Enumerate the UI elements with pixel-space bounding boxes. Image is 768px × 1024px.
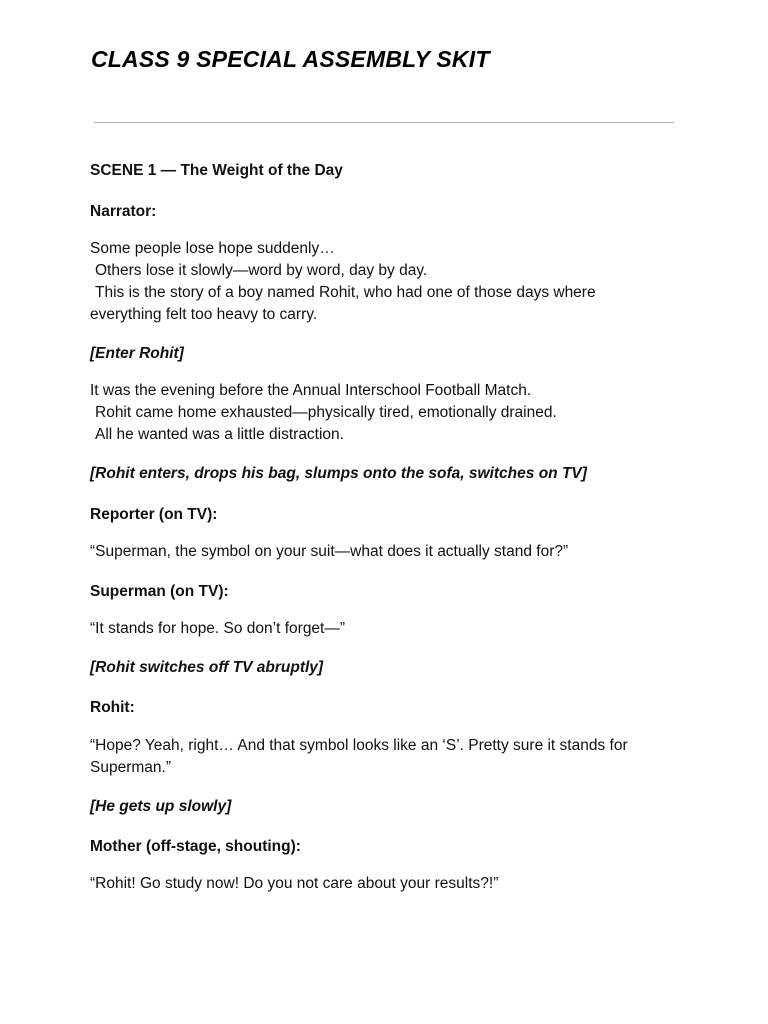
narrator-label: Narrator: [90, 203, 157, 220]
superman-label: Superman (on TV): [90, 583, 229, 600]
stage-direction-switches-off: [Rohit switches off TV abruptly] [90, 659, 324, 676]
rohit-label: Rohit: [90, 699, 135, 716]
stage-direction-enter-rohit: [Enter Rohit] [90, 345, 184, 362]
mother-line: “Rohit! Go study now! Do you not care about your results?!” [90, 875, 499, 892]
stage-direction-rohit-enters: [Rohit enters, drops his bag, slumps onto the sofa, switches on TV] [90, 465, 587, 482]
narration-line: All he wanted was a little distraction. [95, 426, 344, 443]
narration-line: It was the evening before the Annual Interschool Football Match. [90, 382, 532, 399]
reporter-line: “Superman, the symbol on your suit—what does it actually stand for?” [90, 543, 569, 560]
narration-line: Rohit came home exhausted—physically tired, emotionally drained. [95, 404, 557, 421]
superman-line: “It stands for hope. So don’t forget—” [90, 620, 346, 637]
horizontal-divider [94, 122, 674, 123]
rohit-line: Superman.” [90, 759, 171, 776]
narrator-speech [90, 238, 680, 326]
stage-direction-gets-up: [He gets up slowly] [90, 798, 232, 815]
narration-evening [90, 380, 680, 446]
narrator-line: Others lose it slowly—word by word, day by day. [95, 262, 428, 279]
rohit-line: “Hope? Yeah, right… And that symbol looks like an ‘S’. Pretty sure it stands for [90, 737, 628, 754]
narrator-line: everything felt too heavy to carry. [90, 306, 318, 323]
narrator-line: This is the story of a boy named Rohit, who had one of those days where [95, 284, 596, 301]
reporter-label: Reporter (on TV): [90, 506, 218, 523]
narrator-line: Some people lose hope suddenly… [90, 240, 335, 257]
mother-label: Mother (off-stage, shouting): [90, 838, 301, 855]
rohit-speech [90, 735, 680, 779]
document-title: CLASS 9 SPECIAL ASSEMBLY SKIT [91, 46, 490, 72]
scene-heading: SCENE 1 — The Weight of the Day [90, 162, 343, 179]
